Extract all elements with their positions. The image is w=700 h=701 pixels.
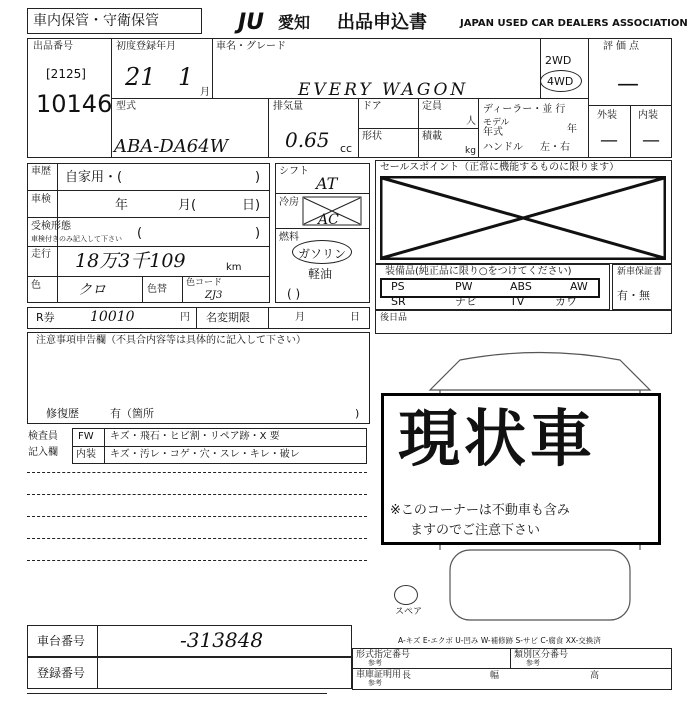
exterior-label: 外装 (597, 110, 617, 121)
inspector-fw-text: キズ・飛石・ヒビ割・リペア跡・X 要 (110, 431, 280, 442)
exterior-value: — (600, 130, 618, 151)
ju-logo: JU (238, 10, 265, 35)
color-code-label: 色コード (186, 278, 223, 288)
mileage-label: 走行 (31, 249, 51, 260)
aircon-label: 冷房 (279, 197, 299, 208)
inspection-month: 月( (178, 198, 197, 213)
fuel-other: ( ) (287, 287, 301, 301)
rating-label: 評価点 (603, 41, 642, 52)
model-value: ABA-DA64W (114, 136, 229, 157)
form-title: 出品申込書 (337, 12, 427, 33)
receipt-note: 車検付きのみ記入して下さい (31, 235, 122, 243)
recycle-unit: 円 (180, 312, 190, 323)
equip-navi: ナビ (455, 295, 477, 308)
garage-cert-label: 車庫証明用 (356, 670, 402, 680)
lot-code: [2125] (46, 67, 86, 81)
spare-label: スペア (395, 607, 423, 617)
recycle-value: 10010 (90, 309, 135, 325)
capacity-label: 定員 (422, 101, 442, 112)
first-reg-year: 21 (125, 63, 156, 91)
first-reg-month-unit: 月 (200, 87, 210, 98)
shift-label: シフト (279, 166, 309, 177)
color-code-value: ZJ3 (205, 290, 223, 301)
handle-label: ハンドル (483, 142, 523, 153)
dealer-label: ディーラー・並 行 (483, 104, 566, 115)
receipt-close: ) (255, 226, 261, 241)
association-name: JAPAN USED CAR DEALERS ASSOCIATION (460, 18, 688, 29)
inspection-label: 車検 (31, 194, 51, 205)
recycle-row (27, 307, 370, 329)
equipment-label: 装備品(純正品に限り○をつけてください) (385, 266, 572, 277)
notes-label: 注意事項申告欄（不具合内容等は具体的に記入して下さい） (36, 335, 306, 346)
sales-point-label: セールスポイント（正常に機能するものに限ります） (380, 162, 620, 173)
notice-line-2: ますのでご注意下さい (410, 523, 541, 538)
org-name: 愛知 (278, 13, 311, 32)
inspector-in: 内装 (76, 449, 96, 460)
rating-value: — (617, 72, 639, 97)
chassis-value: -313848 (180, 628, 264, 652)
history-value: 自家用・( (65, 170, 123, 185)
mileage-unit: km (226, 262, 242, 273)
mileage-value: 18万3千109 (75, 250, 186, 272)
warranty-value: 有・無 (617, 289, 650, 302)
inspector-fw: FW (78, 431, 94, 442)
fuel-gas-circle (292, 240, 352, 264)
reg-label: 登録番号 (37, 666, 86, 680)
garage-cert-ref: 参考 (368, 679, 382, 687)
history-block (27, 163, 270, 303)
handle-opts: 左・右 (540, 142, 570, 153)
warranty-label: 新車保証書 (617, 267, 663, 277)
repair-close: ) (355, 407, 360, 420)
equip-ps: PS (391, 280, 405, 293)
inspection-day: 日) (242, 198, 261, 213)
year-label: 年式 (483, 127, 503, 138)
repair-label: 修復歴 (46, 407, 79, 420)
notice-line-1: ※このコーナーは不動車も含み (390, 503, 570, 518)
shape-label: 形状 (362, 131, 382, 142)
color-label: 色 (31, 280, 41, 291)
form-no-ref: 参考 (368, 659, 382, 667)
load-unit: kg (465, 146, 476, 156)
drive-4wd-circle (540, 70, 582, 92)
history-close: ) (255, 170, 261, 185)
name-change-day: 日 (350, 312, 360, 323)
interior-value: — (642, 130, 660, 151)
receipt-label: 受検形態 (31, 221, 71, 232)
equip-pw: PW (455, 280, 473, 293)
displacement-label: 排気量 (273, 101, 303, 112)
door-label: ドア (362, 101, 382, 112)
inspector-label-1: 検査員 (28, 431, 58, 442)
inspection-year: 年 (115, 198, 129, 213)
capacity-unit: 人 (466, 116, 476, 127)
drive-2wd: 2WD (545, 54, 572, 67)
car-name-label: 車名・グレード (216, 41, 286, 52)
name-change-month: 月 (295, 312, 305, 323)
height-label: 高 (590, 671, 600, 681)
inspector-label-2: 記入欄 (28, 447, 58, 458)
name-change-label: 名変期限 (206, 311, 250, 324)
displacement-unit: cc (340, 142, 353, 155)
as-is-title: 現状車 (398, 402, 597, 475)
equip-tv: TV (510, 295, 525, 308)
interior-label: 内装 (638, 110, 658, 121)
displacement-value: 0.65 (285, 128, 330, 152)
aircon-cross-icon (302, 196, 362, 226)
fuel-label: 燃料 (279, 232, 299, 243)
aircon-value: AC (318, 212, 339, 228)
as-is-notice (381, 393, 661, 545)
equip-leather: カワ (555, 295, 577, 308)
equipment-scribble (380, 278, 600, 298)
color-value: クロ (78, 282, 106, 298)
fuel-diesel: 軽油 (308, 267, 333, 281)
repair-value: 有（箇所 (110, 407, 154, 420)
lot-label: 出品番号 (33, 41, 73, 52)
equip-abs: ABS (510, 280, 532, 293)
damage-legend: A-キズ E-エクボ U-凹み W-補修跡 S-サビ C-腐食 XX-交換済 (398, 636, 601, 645)
form-no-label: 形式指定番号 (356, 650, 411, 660)
class-no-label: 類別区分番号 (514, 650, 569, 660)
after-date-label: 後日品 (380, 313, 408, 323)
car-name-value: EVERY WAGON (298, 80, 469, 100)
equip-aw: AW (570, 280, 588, 293)
load-label: 積載 (422, 131, 442, 142)
year-unit: 年 (567, 124, 577, 135)
after-date-box (375, 310, 672, 334)
first-reg-label: 初度登録年月 (116, 41, 176, 52)
drive-4wd: 4WD (547, 75, 574, 88)
sales-point-cross-icon (380, 176, 666, 260)
equip-sr: SR (391, 295, 406, 308)
spare-tire-icon (394, 585, 418, 605)
color-change-label: 色替 (147, 284, 167, 295)
storage-label: 車内保管・守衛保管 (33, 13, 159, 29)
lot-number: 10146 (36, 90, 113, 118)
class-no-ref: 参考 (526, 659, 540, 667)
shift-value: AT (316, 174, 338, 193)
fuel-gas: ガソリン (298, 247, 347, 261)
chassis-label: 車台番号 (37, 634, 86, 648)
model-label: 型式 (116, 101, 136, 112)
receipt-open: ( (137, 226, 143, 241)
model-year-label: モデル (483, 118, 510, 128)
recycle-label: R券 (36, 311, 55, 324)
width-label: 幅 (490, 671, 500, 681)
first-reg-month: 1 (178, 63, 194, 91)
length-label: 長 (402, 671, 412, 681)
history-label: 車歴 (31, 166, 51, 177)
inspector-in-text: キズ・汚レ・コゲ・穴・スレ・キレ・破レ (110, 449, 300, 460)
